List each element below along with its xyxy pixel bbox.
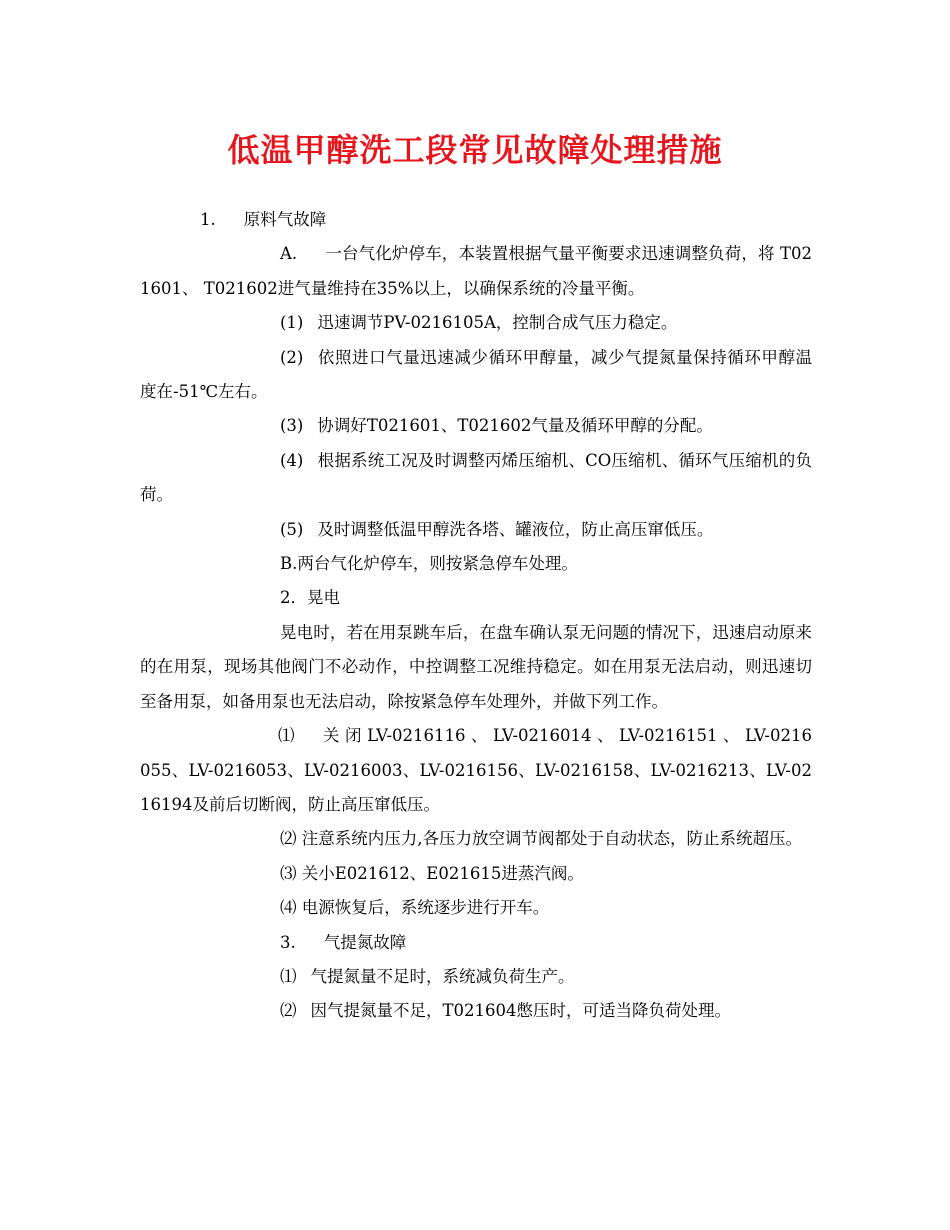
- sub-item-4-text: 根据系统工况及时调整丙烯压缩机、CO压缩机、循环气压缩机的负荷。: [140, 450, 812, 505]
- section-2-item-2-text: 注意系统内压力,各压力放空调节阀都处于自动状态，防止系统超压。: [301, 829, 802, 849]
- section-2-item-1: [140, 719, 812, 822]
- document-title: 低温甲醇洗工段常见故障处理措施: [227, 131, 723, 169]
- sub-item-5-label: (5): [280, 519, 304, 539]
- sub-item-3-label: (3): [280, 416, 304, 436]
- section-1-number: 1.: [200, 210, 216, 229]
- sub-item-1-text: 迅速调节PV-0216105A，控制合成气压力稳定。: [317, 313, 678, 333]
- section-2-item-2-label: ⑵: [280, 829, 297, 849]
- section-2-item-3-label: ⑶: [280, 863, 297, 883]
- section-2-item-1-text: 关 闭 LV-0216116 、 LV-0216014 、 LV-0216151 、 LV-0216055、LV-0216053、LV-0216003、LV-0216156、LV-0216158、LV-0216213、LV-0216194及前后切断阀，防止高压窜低压。: [140, 726, 813, 814]
- sub-item-3-text: 协调好T021601、T021602气量及循环甲醇的分配。: [317, 416, 713, 436]
- section-2-item-3: [140, 857, 812, 891]
- sub-item-2: [140, 341, 812, 410]
- section-2-item-1-label: ⑴: [278, 726, 295, 746]
- sub-item-4-label: (4): [280, 450, 304, 470]
- section-3-title: 气提氮故障: [323, 932, 407, 952]
- sub-item-3: [140, 409, 812, 443]
- section-3-item-1-text: 气提氮量不足时，系统减负荷生产。: [310, 966, 575, 986]
- sub-item-5: [140, 513, 812, 547]
- section-2-item-4: [140, 891, 812, 925]
- section-3-item-1: [140, 960, 812, 994]
- section-3-number: 3.: [280, 932, 296, 952]
- section-2-item-4-text: 电源恢复后，系统逐步进行开车。: [301, 898, 550, 918]
- sub-item-1-label: (1): [280, 313, 304, 333]
- section-3-item-2-label: ⑵: [280, 1001, 297, 1021]
- section-2-intro: 晃电时，若在用泵跳车后，在盘车确认泵无问题的情况下，迅速启动原来的在用泵，现场其他阀门不必动作，中控调整工况维持稳定。如在用泵无法启动，则迅速切至备用泵，如备用泵也无法启动，除按紧急停车处理外，并做下列工作。: [140, 622, 812, 711]
- section-3-item-2: [140, 994, 812, 1028]
- sub-item-2-label: (2): [280, 347, 304, 367]
- sub-item-4: [140, 444, 812, 513]
- sub-item-5-text: 及时调整低温甲醇洗各塔、罐液位，防止高压窜低压。: [317, 519, 714, 539]
- section-3-item-2-text: 因气提氮量不足，T021604憋压时，可适当降负荷处理。: [310, 1001, 731, 1021]
- section-2-item-3-text: 关小E021612、E021615进蒸汽阀。: [301, 863, 584, 883]
- section-1-heading: [140, 203, 812, 237]
- document-body: [140, 203, 812, 1029]
- sub-item-2-text: 依照进口气量迅速减少循环甲醇量，减少气提氮量保持循环甲醇温度在-51℃左右。: [140, 347, 812, 402]
- item-a-label: A.: [280, 244, 298, 264]
- sub-item-1: [140, 306, 812, 340]
- section-3-heading: [140, 926, 812, 960]
- section-1-title: 原料气故障: [243, 210, 327, 229]
- section-2-item-2: [140, 822, 812, 856]
- section-3-item-1-label: ⑴: [280, 966, 297, 986]
- item-a-text: 一台气化炉停车，本装置根据气量平衡要求迅速调整负荷，将 T021601、 T021602进气量维持在35%以上，以确保系统的冷量平衡。: [140, 244, 812, 298]
- section-2-heading: 2．晃电: [280, 588, 340, 608]
- section-2-item-4-label: ⑷: [280, 898, 297, 918]
- item-a-paragraph: [140, 237, 812, 306]
- item-b-paragraph: B.两台气化炉停车，则按紧急停车处理。: [280, 554, 578, 574]
